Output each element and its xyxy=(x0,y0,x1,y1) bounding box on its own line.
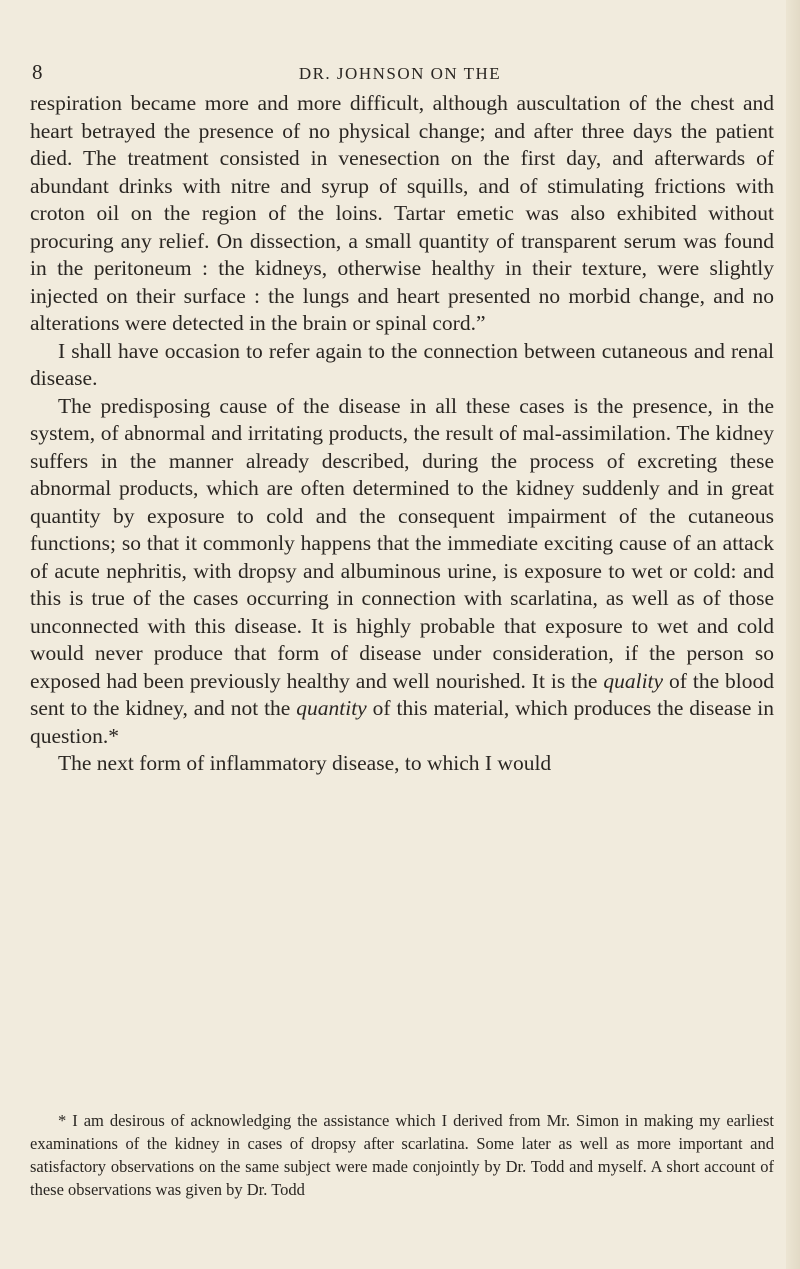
body-text xyxy=(30,90,774,778)
paragraph-3-part-a: The predisposing cause of the disease in all these cases is the presence, in the system, of abnormal and irritating products, the result of mal-assimilation. The kidney suffers in the manner already described, during the process of excreting these abnormal products, which are often determined to the kidney suddenly and in great quantity by exposure to cold and the consequent impairment of the cutaneous functions; so that it commonly happens that the immediate exciting cause of an attack of acute nephritis, with dropsy and albuminous urine, is exposure to wet or cold: and this is true of the cases occurring in connection with scarlatina, as well as of those unconnected with this disease. It is highly probable that exposure to wet and cold would never produce that form of disease under consideration, if the person so exposed had been previously healthy and well nourished. It is the xyxy=(30,393,774,693)
emphasis-quantity: quantity xyxy=(296,696,367,720)
paragraph-1: respiration became more and more difficult, although auscultation of the chest and heart betrayed the presence of no physical change; and after three days the patient died. The treatment consisted in venesection on the first day, and afterwards of abundant drinks with nitre and syrup of squills, and of stimulating frictions with croton oil on the region of the loins. Tartar emetic was also exhibited without procuring any relief. On dissection, a small quantity of transparent serum was found in the peritoneum : the kidneys, otherwise healthy in their texture, were slightly injected on their surface : the lungs and heart presented no morbid change, and no alterations were detected in the brain or spinal cord.” xyxy=(30,91,774,335)
emphasis-quality: quality xyxy=(603,668,664,693)
paragraph-3 xyxy=(30,393,774,751)
page-edge xyxy=(786,0,800,1269)
paragraph-4: The next form of inflammatory disease, to which I would xyxy=(58,751,552,775)
paragraph-3-part-b: of the blood sent to the kidney, and not the xyxy=(30,668,775,720)
paragraph-3-part-c: of this material, which produces the disease in question.* xyxy=(30,696,775,748)
page-header xyxy=(0,52,800,82)
running-head: DR. JOHNSON ON THE xyxy=(298,64,502,83)
page-number: 8 xyxy=(32,60,43,84)
paragraph-2: I shall have occasion to refer again to the connection between cutaneous and renal disease. xyxy=(30,338,774,390)
footnote: * I am desirous of acknowledging the assistance which I derived from Mr. Simon in making my earliest examinations of the kidney in cases of dropsy after scarlatina. Some later as well as more important and satisfactory observations on the same subject were made conjointly by Dr. Todd and myself. A short account of these observations was given by Dr. Todd xyxy=(30,1111,774,1199)
